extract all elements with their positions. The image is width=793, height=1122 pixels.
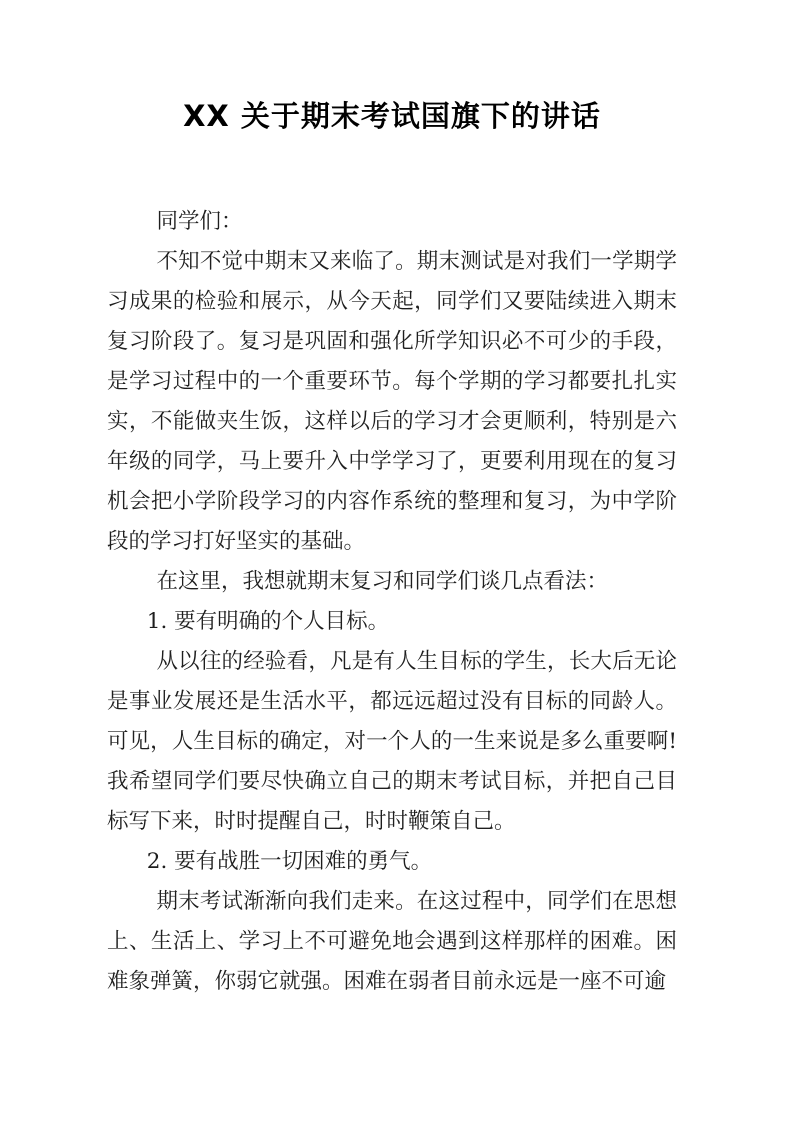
salutation-paragraph: 同学们： bbox=[156, 209, 243, 234]
numbered-heading-2: 2. 要有战胜一切困难的勇气。 bbox=[146, 849, 433, 874]
document-content bbox=[107, 96, 677, 1002]
numbered-heading-1: 1. 要有明确的个人目标。 bbox=[146, 609, 390, 634]
body-paragraph: 不知不觉中期末又来临了。期末测试是对我们一学期学习成果的检验和展示，从今天起，同学们又要陆续进入期末复习阶段了。复习是巩固和强化所学知识必不可少的手段，是学习过程中的一个重要环节。每个学期的学习都要扎扎实实，不能做夹生饭，这样以后的学习才会更顺利，特别是六年级的同学，马上要升入中学学习了，更要利用现在的复习机会把小学阶段学习的内容作系统的整理和复习，为中学阶段的学习打好坚实的基础。 bbox=[107, 249, 677, 554]
body-paragraph: 在这里，我想就期末复习和同学们谈几点看法： bbox=[156, 569, 608, 594]
document-title: XX 关于期末考试国旗下的讲话 bbox=[183, 99, 601, 133]
body-paragraph: 期末考试渐渐向我们走来。在这过程中，同学们在思想上、生活上、学习上不可避免地会遇到这样那样的困难。困难象弹簧，你弱它就强。困难在弱者目前永远是一座不可逾 bbox=[107, 889, 677, 994]
body-paragraph: 从以往的经验看，凡是有人生目标的学生，长大后无论是事业发展还是生活水平，都远远超过没有目标的同龄人。可见，人生目标的确定，对一个人的一生来说是多么重要啊!我希望同学们要尽快确立自己的期末考试目标，并把自己目标写下来，时时提醒自己，时时鞭策自己。 bbox=[107, 649, 677, 834]
